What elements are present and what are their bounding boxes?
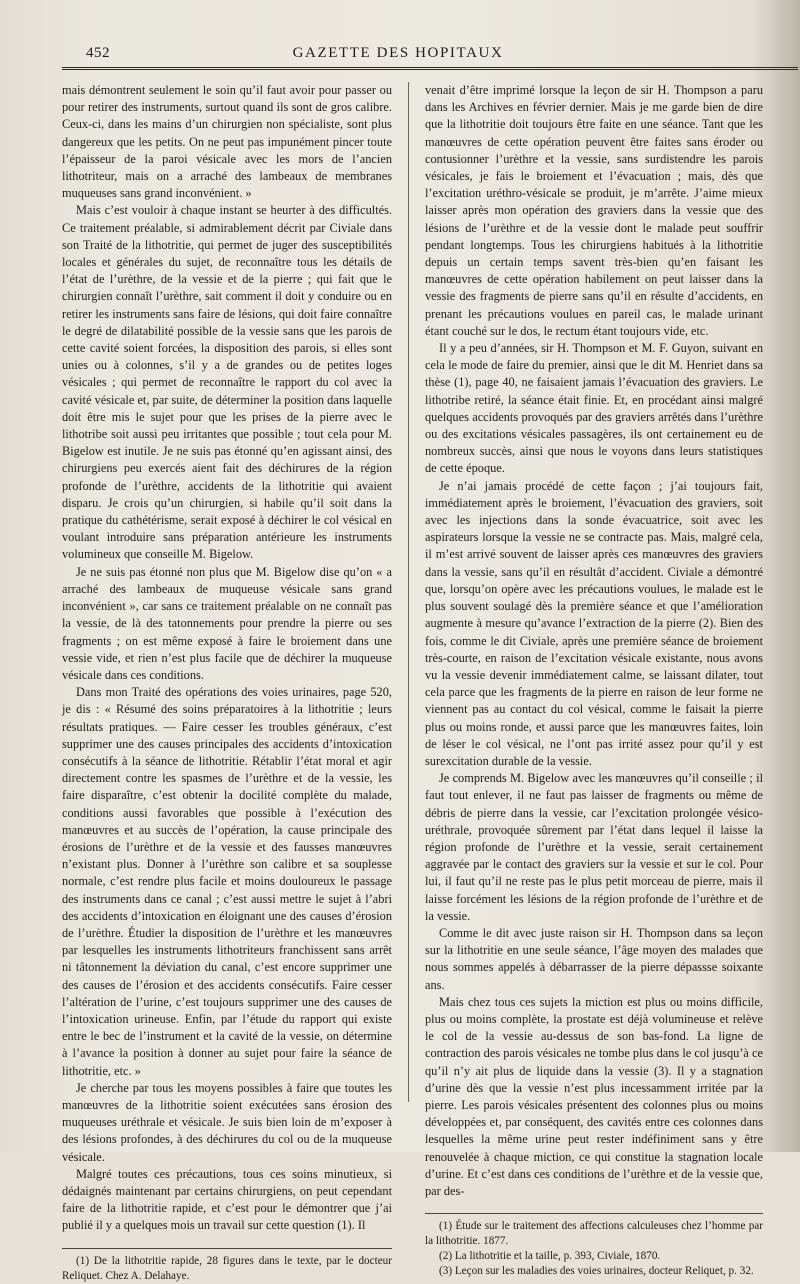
footnote-rule — [425, 1213, 763, 1214]
paragraph: Mais c’est vouloir à chaque instant se heurter à des difficultés. Ce traitement préalable, si admirablement décrit par Civiale dans son Traité de la lithotritie, qui permet de juger des susceptibilités locales et générales du sujet, de reconnaître tous les détails de l’état de l’urèthre, de la vessie et de la pierre ; qui fait que le chirurgien connaît l’urèthre, sait comment il doit y conduire ou en retirer les instruments sans faire de lésions, qui doit faire connaître le degré de dilatabilité possible de la vessie sans que les parois de cette cavité soient forcées, la disposition des parois, si elles sont unies ou à colonnes, s’il y a de grandes ou de petites loges vésicales ; qui permet de reconnaître le rapport du col avec la cavité vésicale et, par suite, de déterminer la position dans laquelle doit être mis le sujet pour que les prises de la pierre avec le lithotribe soit aussi peu irritantes que possible ; tout cela pour M. Bigelow est inutile. Je ne suis pas étonné qu’en agissant ainsi, des chirurgiens peu exercés aient fait des déchirures de la région profonde de l’urèthre, accidents de la lithotritie qui avaient disparu. Je crois qu’un chirurgien, si habile qu’il soit dans la pratique du cathétérisme, serait exposé à déchirer le col vésical en voulant introduire sans préparation antérieure les instruments volumineux que conseille M. Bigelow. — [62, 203, 392, 562]
footnote: (2) La lithotritie et la taille, p. 393, Civiale, 1870. — [439, 1250, 661, 1263]
page-number: 452 — [86, 45, 110, 61]
paragraph: Je ne suis pas étonné non plus que M. Bigelow dise qu’on « a arraché des lambeaux de muqueuse vésicale sans grand inconvénient », car sans ce traitement préalable on ne connaît pas la vessie, de là des tatonnements pour prendre la pierre ou ses fragments ; on est même exposé à faire le broiement dans une vessie vide, et rien n’est plus facile que de déchirer la muqueuse vésicale dans ces conditions. — [62, 564, 392, 682]
paragraph: venait d’être imprimé lorsque la leçon de sir H. Thompson a paru dans les Archives en février dernier. Mais je me garde bien de dire que la lithotritie doit toujours être faite en une séance. Tant que les manœuvres de cette opération peuvent être faites sans éroder ou contusionner l’urèthre et la vessie, sans surdistendre les parois vésicales, je fais le broiement et l’évacuation ; mais, dès que l’excitation uréthro-vésicale se produit, je m’arrête. J’aime mieux laisser après mon opération des graviers dans la vessie que des lésions de l’urèthre et de la vessie dont le malade peut souffrir pendant longtemps. Tous les chirurgiens habitués à la lithotritie depuis un certain temps savent très-bien qu’en faisant les manœuvres de cette opération habilement on peut laisser dans la vessie des fragments de pierre sans qu’il en résulte d’accidents, en prenant les précautions voulues en pareil cas, le malade urinant étant couché sur le dos, le rectum étant toujours vide, etc. — [425, 83, 763, 338]
paragraph: Je comprends M. Bigelow avec les manœuvres qu’il conseille ; il faut tout enlever, il ne faut pas laisser de fragments ou même de débris de pierre dans la vessie, car l’excitation prolongée vésico-uréthrale, provoquée sûrement par l’état dans lequel il laisse la région profonde de l’urèthre et la vessie, serait certainement aggravée par le contact des graviers sur la vessie et sur le col. Pour lui, il faut qu’il ne reste pas le plus petit morceau de pierre, mais il laisse forcément les lésions de la région profonde de l’urèthre et de la vessie. — [425, 771, 763, 923]
paragraph: Dans mon Traité des opérations des voies urinaires, page 520, je dis : « Résumé des soins préparatoires à la lithotritie ; leurs résultats pratiques. — Faire cesser les troubles généraux, c’est supprimer une des causes principales des accidents d’intoxication consécutifs à la séance de lithotritie. Rétablir l’état moral et agir directement contre les spasmes de l’urèthre et de la vessie, les faire disparaître, c’est obtenir la docilité complète du malade, conditions aussi favorables que possible à l’exécution des manœuvres et au succès de l’opération, la cause principale des érosions de l’urèthre et de la vessie et des fausses manœuvres n’existant plus. Donner à l’urèthre son calibre et sa souplesse normale, c’est rendre plus facile et moins douloureux le passage des instruments dans ce canal ; c’est aussi mettre le sujet à l’abri des accidents d’intoxication en éloignant une des causes d’érosion de l’urèthre. Étudier la disposition de l’urèthre et les manœuvres par lesquelles les instruments lithotriteurs franchissent sans arrêt ni tâtonnement la déviation du canal, c’est encore supprimer une des causes de l’érosion et des accidents consécutifs. Faire cesser l’altération de l’urine, c’est toujours supprimer une des causes de l’intoxication urineuse. Enfin, par l’étude du rapport qui existe entre le bec de l’instrument et la cavité de la vessie, on détermine à l’avance la position à donner au sujet pour faire la séance de lithotritie, etc. » — [62, 685, 392, 1078]
column-divider — [408, 82, 409, 1102]
paragraph: Je n’ai jamais procédé de cette façon ; j’ai toujours fait, immédiatement après le broiement, l’évacuation des graviers, soit avec les injections dans la sonde évacuatrice, soit avec les aspirateurs lorsque la vessie ne se contracte pas. Mais, malgré cela, il m’est arrivé souvent de laisser après ces manœuvres des graviers dans la vessie, sans qu’il en résultât d’accident. Civiale a démontré que, lorsqu’on opère avec les précautions voulues, le malade est le plus souvent soulagé dès la première séance et que l’amélioration augmente à mesure qu’avance l’extraction de la pierre (2). Bien des fois, comme le dit Civiale, après une première séance de broiement très-courte, en raison de l’excitation vésicale existante, nous avons vu la vessie devenir immédiatement calme, se laissant dilater, tout cela parce que les fragments de la pierre en raison de leur forme ne viennent pas au contact du col vésical, comme le faisait la pierre plus ou moins ronde, et aussi parce que les manœuvres faites, loin de léser le col vésical, ne l’ont pas irrité assez pour qu’il y est surexcitation durable de la vessie. — [425, 478, 763, 768]
right-column — [425, 82, 763, 1279]
left-column — [62, 82, 392, 1284]
footnote: (1) De la lithotritie rapide, 28 figures dans le texte, par le docteur Reliquet. Chez A. Delahaye. — [62, 1254, 392, 1282]
paragraph: mais démontrent seulement le soin qu’il faut avoir pour passer ou pour retirer des instruments, surtout quand ils sont de gros calibre. Ceux-ci, dans les mains d’un chirurgien non spécialiste, sont plus dangereux que les petits. On ne peut pas impunément pincer toute l’épaisseur de la paroi vésicale avec les mors de l’ancien lithotriteur, mais on a arraché des lambeaux de membranes muqueuses sans grand inconvénient. » — [62, 83, 392, 201]
footnotes — [62, 1254, 392, 1284]
footnotes — [425, 1219, 763, 1279]
paragraph: Il y a peu d’années, sir H. Thompson et M. F. Guyon, suivant en cela le mode de faire du premier, ainsi que le dit M. Henriet dans sa thèse (1), page 40, ne faisaient jamais l’évacuation des graviers. Le lithotribe retiré, la séance était finie. Et, en procédant ainsi malgré quelques accidents provoqués par des graviers arrêtés dans l’urèthre ou des excitations vésicales passagères, ils ont certainement eu de nombreux succès, ainsi que nous le voyons dans leurs statistiques de cette époque. — [425, 341, 763, 476]
paragraph: Malgré toutes ces précautions, tous ces soins minutieux, si dédaignés maintenant par certains chirurgiens, on peut cependant faire de la lithotritie rapide, et c’est pour le démontrer que j’ai publié il y a quelques mois un travail sur cette question (1). Il — [62, 1166, 392, 1233]
page-header — [62, 42, 734, 64]
paragraph: Comme le dit avec juste raison sir H. Thompson dans sa leçon sur la lithotritie en une seule séance, l’âge moyen des malades que nous sommes appelés à débarrasser de la pierre dépassse soixante ans. — [425, 925, 763, 992]
paragraph: Mais chez tous ces sujets la miction est plus ou moins difficile, plus ou moins complète, la prostate est déjà volumineuse et relève le col de la vessie au-dessus de son bas-fond. La ligne de contraction des parois vésicales ne tombe plus dans le col jusqu’à ce qu’il n’y ait plus de liquide dans la vessie (3). Il y a stagnation d’urine dès que la vessie n’est plus incessamment irritée par la pierre. Les parois vésicales présentent des colonnes plus ou moins développées et, par conséquent, des cavités entre ces colonnes dans lesquelles la même urine peut rester indéfiniment sans y être renouvelée à chaque miction, ce qui constitue la stagnation locale d’urine. Et c’est dans ces conditions de l’urèthre et de la vessie que, par des- — [425, 994, 763, 1198]
paragraph: Je cherche par tous les moyens possibles à faire que toutes les manœuvres de la lithotritie soient exécutées sans érosion des muqueuses uréthrale et vésicale. Je suis bien loin de m’exposer à des lésions profondes, à des déchirures du col ou de la muqueuse vésicale. — [62, 1080, 392, 1164]
footnote-rule — [62, 1248, 392, 1249]
header-rule — [62, 67, 798, 70]
footnote: (1) Étude sur le traitement des affections calculeuses chez l’homme par la lithotritie. 1877. — [425, 1220, 763, 1248]
running-title: GAZETTE DES HOPITAUX — [292, 45, 504, 61]
footnote: (3) Leçon sur les maladies des voies urinaires, docteur Reliquet, p. 32. — [439, 1265, 754, 1278]
